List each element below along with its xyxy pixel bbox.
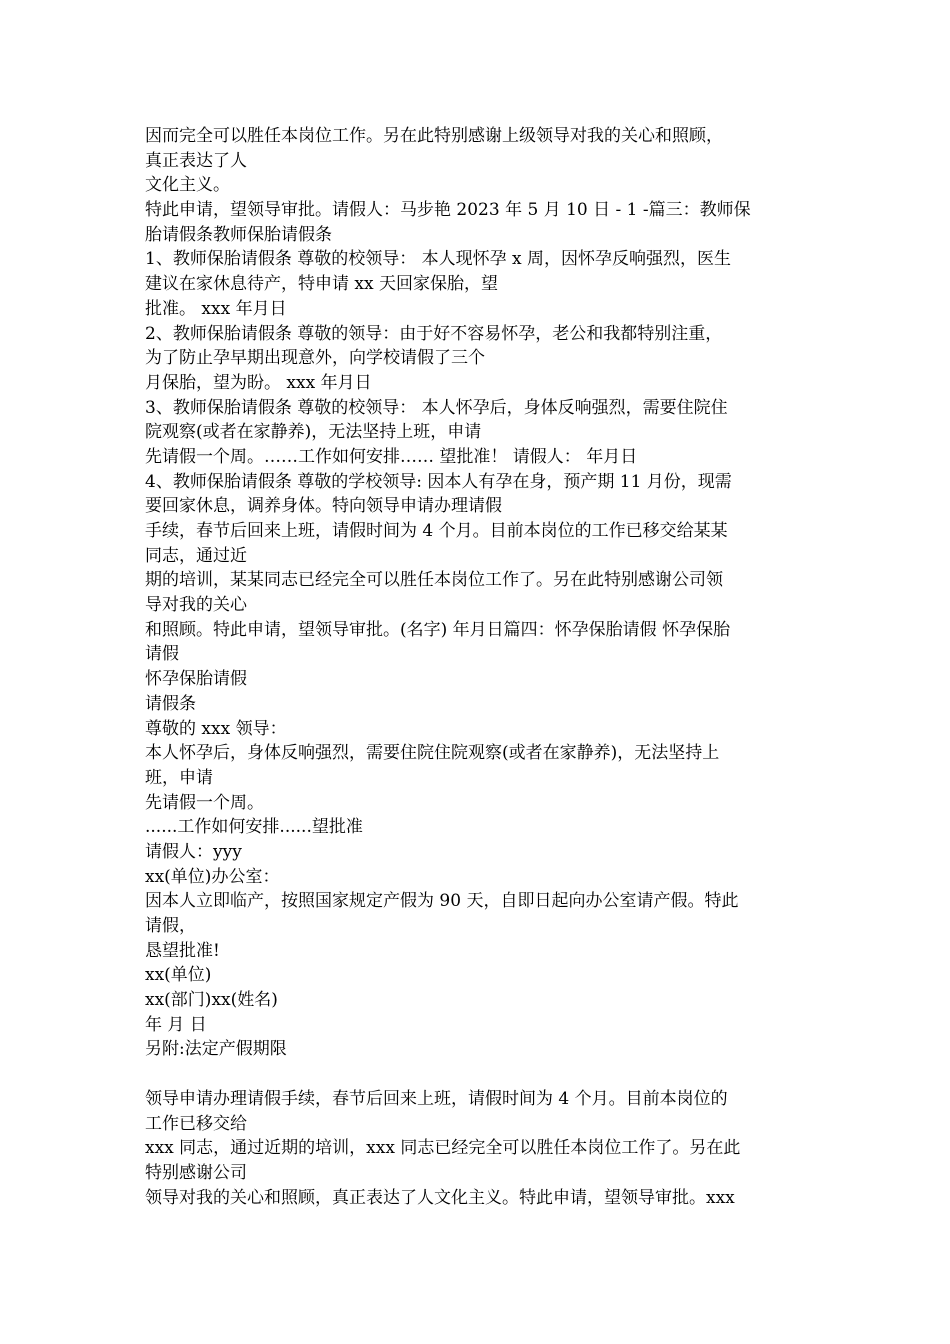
- text-line: 同志，通过近: [145, 545, 247, 566]
- text-line: 真正表达了人: [145, 150, 247, 171]
- text-line: 导对我的关心: [145, 595, 247, 616]
- paragraph-gap: [145, 1062, 810, 1087]
- text-line: 4、教师保胎请假条 尊敬的学校领导: 因本人有孕在身，预产期 11 月份，现需: [145, 471, 732, 492]
- text-line: 恳望批准!: [145, 940, 220, 961]
- text-line: 1、教师保胎请假条 尊敬的校领导： 本人现怀孕 x 周，因怀孕反响强烈，医生: [145, 249, 732, 270]
- text-line: 怀孕保胎请假: [145, 669, 247, 690]
- text-line: 请假: [145, 644, 179, 665]
- text-line: 为了防止孕早期出现意外，向学校请假了三个: [145, 348, 485, 369]
- text-line: 尊敬的 xxx 领导：: [145, 718, 287, 739]
- text-line: ......工作如何安排......望批准: [145, 817, 363, 838]
- text-line: 另附:法定产假期限: [145, 1039, 287, 1060]
- text-line: 领导对我的关心和照顾，真正表达了人文化主义。特此申请，望领导审批。xxx: [145, 1187, 735, 1208]
- text-line: 和照顾。特此申请，望领导审批。(名字) 年月日篇四：怀孕保胎请假 怀孕保胎: [145, 619, 731, 640]
- text-line: 2、教师保胎请假条 尊敬的领导：由于好不容易怀孕，老公和我都特别注重，: [145, 323, 723, 344]
- text-line: xx(部门)xx(姓名): [145, 990, 278, 1011]
- text-line: xx(单位): [145, 965, 212, 986]
- text-line: 请假，: [145, 916, 196, 936]
- text-line: 文化主义。: [145, 175, 230, 196]
- text-line: 领导申请办理请假手续，春节后回来上班，请假时间为 4 个月。目前本岗位的: [145, 1088, 728, 1109]
- text-line: xx(单位)办公室：: [145, 866, 280, 887]
- text-line: 手续，春节后回来上班，请假时间为 4 个月。目前本岗位的工作已移交给某某: [145, 521, 728, 541]
- text-line: 因本人立即临产，按照国家规定产假为 90 天，自即日起向办公室请产假。特此: [145, 891, 739, 912]
- text-line: 先请假一个周。: [145, 792, 264, 813]
- text-line: xxx 同志，通过近期的培训，xxx 同志已经完全可以胜任本岗位工作了。另在此: [145, 1138, 741, 1159]
- text-line: 胎请假条教师保胎请假条: [145, 224, 332, 245]
- text-line: 因而完全可以胜任本岗位工作。另在此特别感谢上级领导对我的关心和照顾，: [145, 126, 723, 146]
- text-line: 工作已移交给: [145, 1113, 247, 1134]
- document-body: [145, 124, 810, 1210]
- text-line: 特别感谢公司: [145, 1162, 247, 1183]
- text-line: 本人怀孕后，身体反响强烈，需要住院住院观察(或者在家静养)，无法坚持上: [145, 743, 720, 764]
- text-line: 批准。 xxx 年月日: [145, 298, 287, 319]
- text-line: 年 月 日: [145, 1014, 207, 1035]
- text-line: 院观察(或者在家静养)，无法坚持上班，申请: [145, 422, 482, 443]
- text-line: 请假人：yyy: [145, 841, 242, 862]
- text-line: 月保胎，望为盼。 xxx 年月日: [145, 372, 372, 393]
- text-line: 班，申请: [145, 767, 213, 788]
- text-block-1: [145, 124, 810, 1062]
- text-line: 3、教师保胎请假条 尊敬的校领导： 本人怀孕后，身体反响强烈，需要住院住: [145, 397, 728, 418]
- text-line: 请假条: [145, 693, 196, 714]
- text-block-2: [145, 1087, 810, 1210]
- text-line: 先请假一个周。……工作如何安排…… 望批准！ 请假人： 年月日: [145, 446, 638, 467]
- text-line: 特此申请，望领导审批。请假人：马步艳 2023 年 5 月 10 日 - 1 -篇三：教师保: [145, 200, 751, 221]
- text-line: 建议在家休息待产，特申请 xx 天回家保胎，望: [145, 274, 498, 295]
- text-line: 期的培训，某某同志已经完全可以胜任本岗位工作了。另在此特别感谢公司领: [145, 570, 723, 591]
- text-line: 要回家休息，调养身体。特向领导申请办理请假: [145, 496, 502, 517]
